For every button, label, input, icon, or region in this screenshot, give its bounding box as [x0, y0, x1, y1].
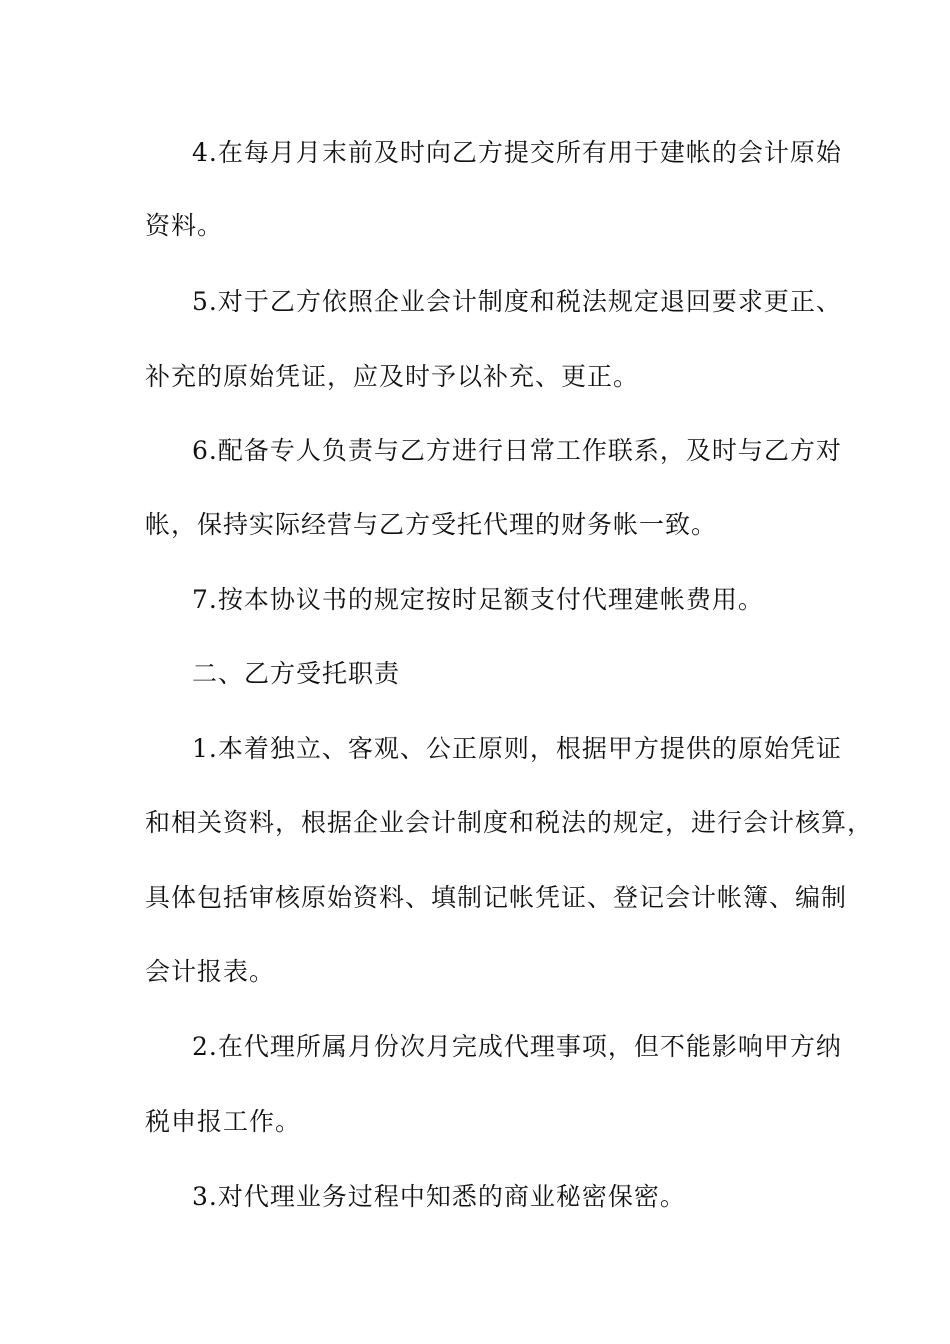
paragraph-line: 7.按本协议书的规定按时足额支付代理建帐费用。	[192, 585, 764, 614]
paragraph-line: 税申报工作。	[145, 1107, 302, 1136]
paragraph-line: 帐，保持实际经营与乙方受托代理的财务帐一致。	[145, 510, 718, 539]
paragraph-line: 会计报表。	[145, 957, 276, 986]
paragraph-line: 补充的原始凭证，应及时予以补充、更正。	[145, 362, 640, 391]
paragraph-line: 资料。	[145, 211, 224, 240]
paragraph-line: 1.本着独立、客观、公正原则，根据甲方提供的原始凭证	[192, 734, 842, 763]
paragraph-line: 3.对代理业务过程中知悉的商业秘密保密。	[192, 1182, 686, 1211]
paragraph-line: 5.对于乙方依照企业会计制度和税法规定退回要求更正、	[192, 287, 842, 316]
paragraph-line: 6.配备专人负责与乙方进行日常工作联系，及时与乙方对	[192, 436, 842, 465]
paragraph-line: 2.在代理所属月份次月完成代理事项，但不能影响甲方纳	[192, 1032, 842, 1061]
paragraph-line: 4.在每月月末前及时向乙方提交所有用于建帐的会计原始	[192, 138, 842, 167]
paragraph-line: 具体包括审核原始资料、填制记帐凭证、登记会计帐簿、编制	[145, 883, 848, 912]
section-heading: 二、乙方受托职责	[192, 659, 401, 688]
paragraph-line: 和相关资料，根据企业会计制度和税法的规定，进行会计核算，	[145, 808, 874, 837]
